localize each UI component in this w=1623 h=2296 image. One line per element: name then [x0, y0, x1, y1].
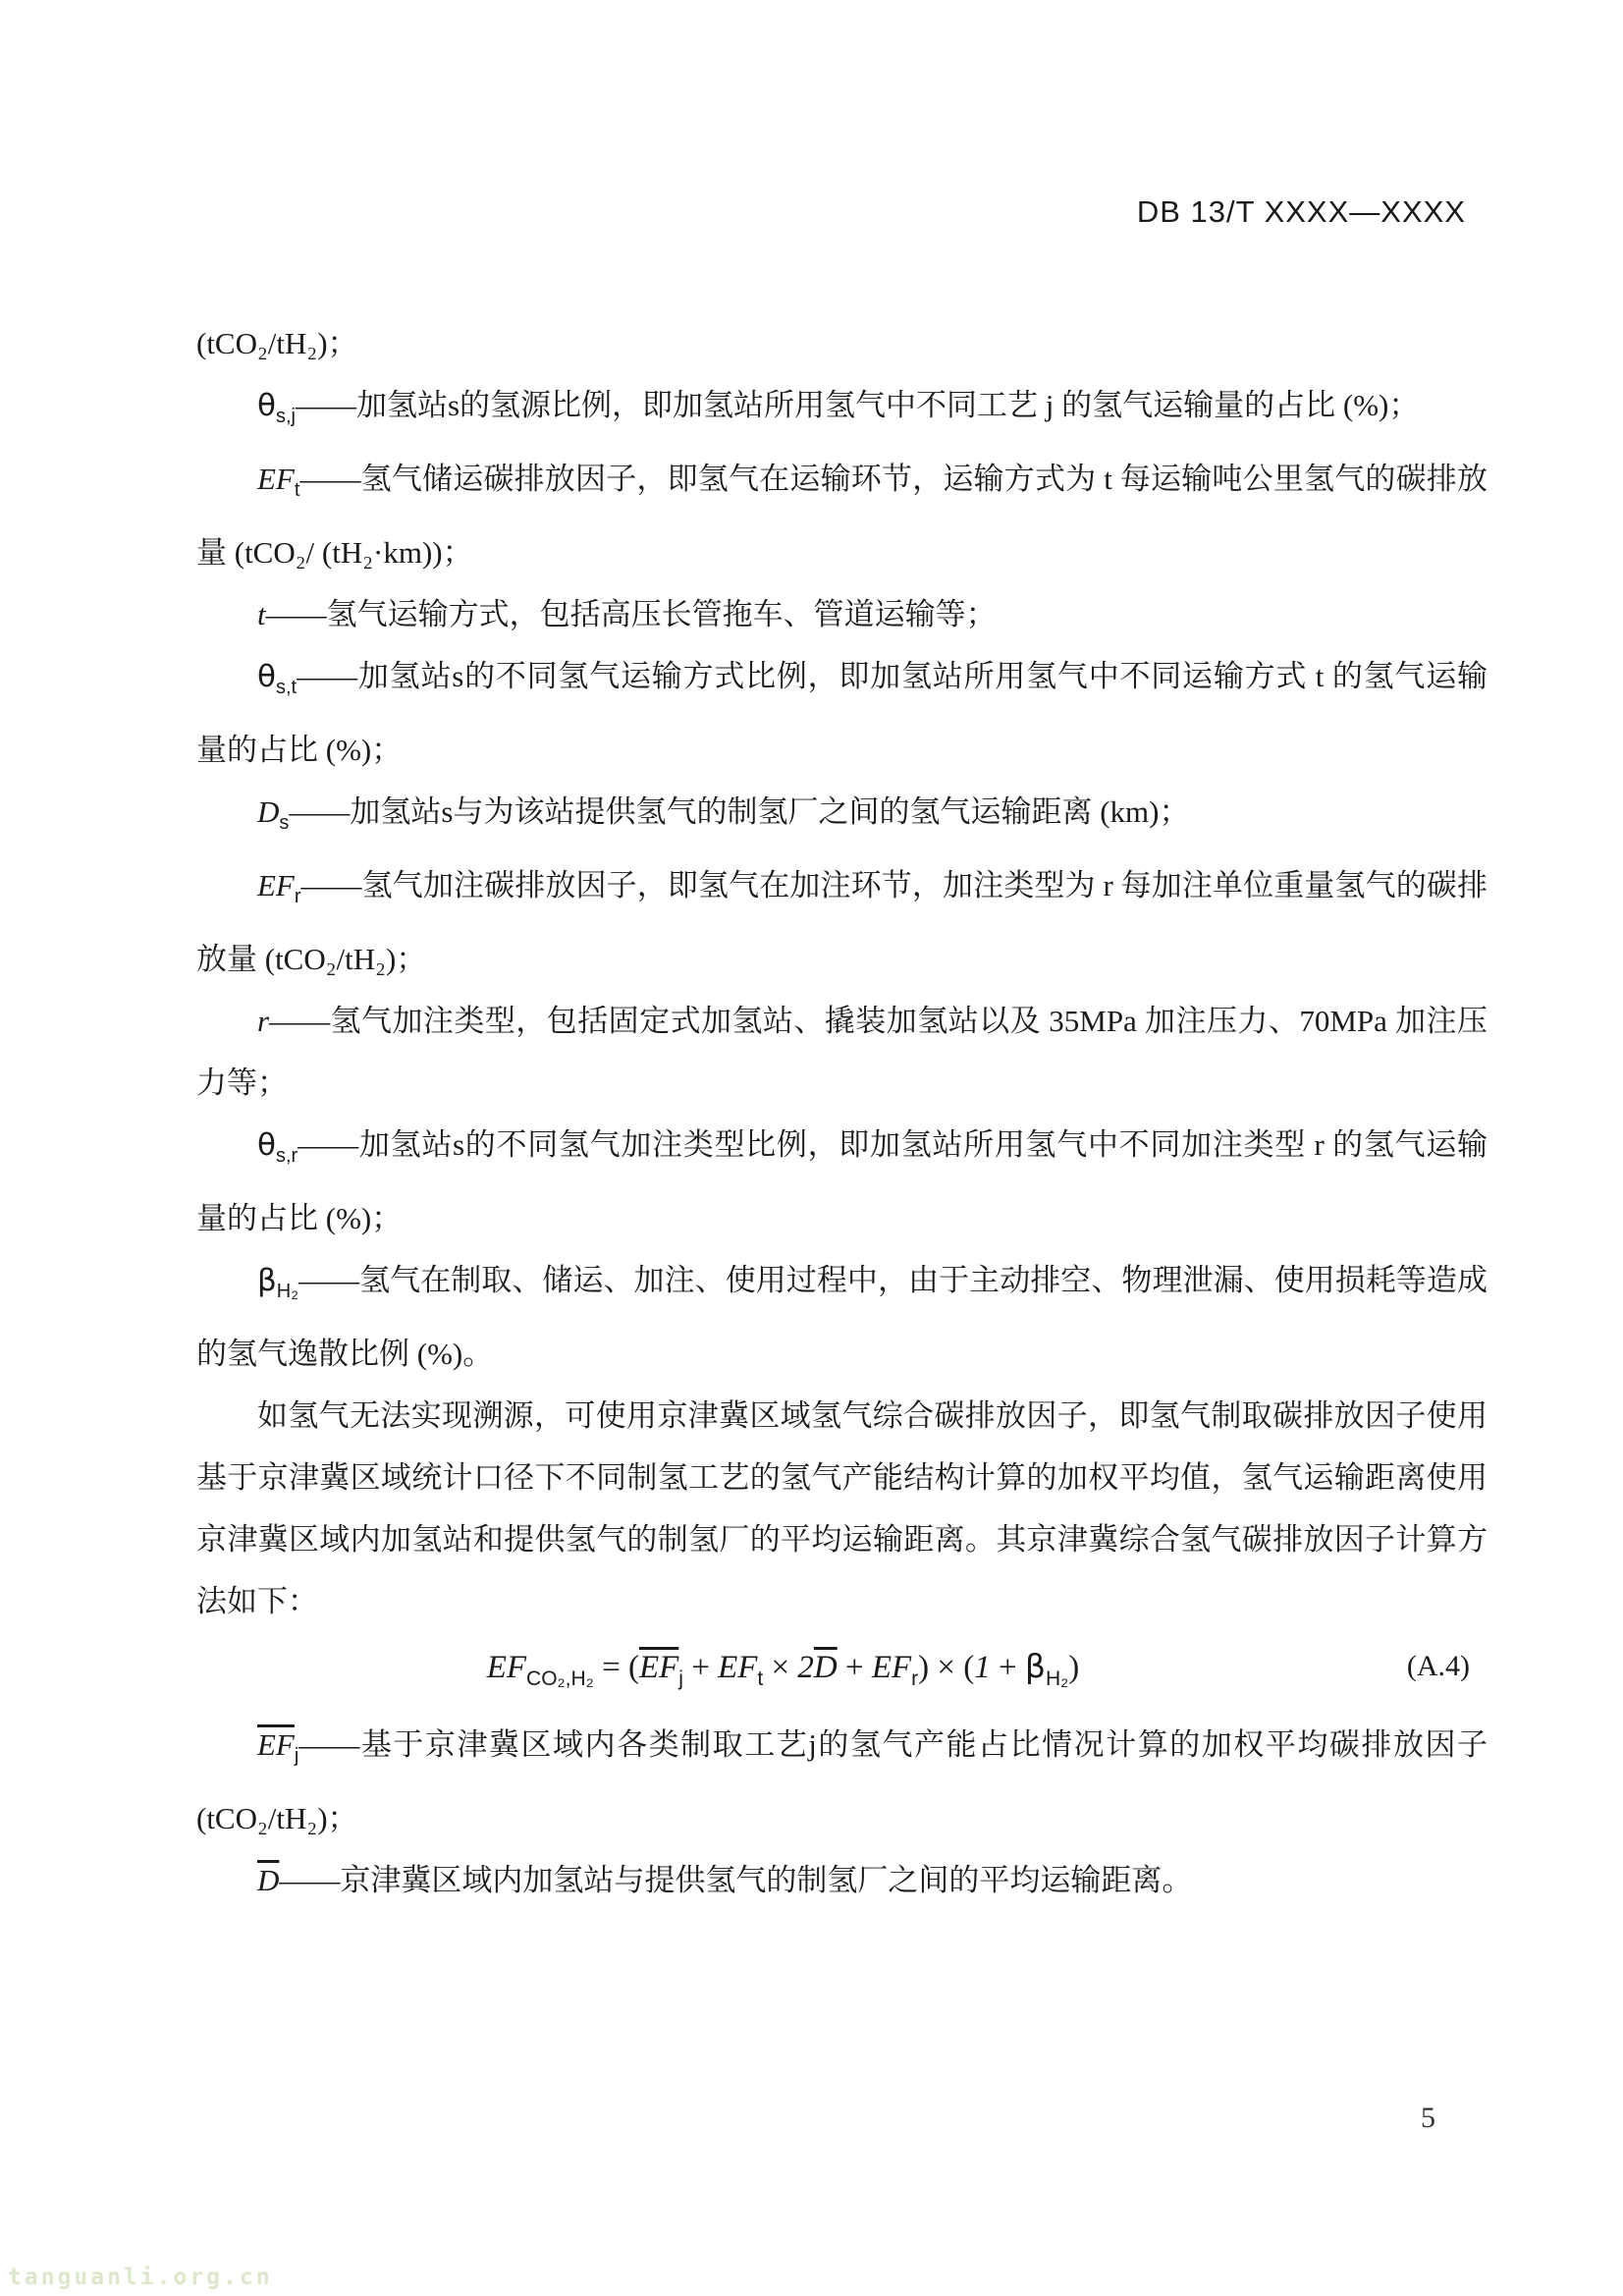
- definition-paragraph: [196, 645, 1488, 781]
- formula-segment: β: [1024, 1647, 1046, 1685]
- definition-paragraph: [196, 448, 1488, 583]
- paragraph-text: 如氢气无法实现溯源，可使用京津冀区域氢气综合碳排放因子，即氢气制取碳排放因子使用基于京津冀区域统计口径下不同制氢工艺的氢气产能结构计算的加权平均值，氢气运输距离使用京津冀区域内加氢站和提供氢气的制氢厂的平均运输距离。其京津冀综合氢气碳排放因子计算方法如下：: [196, 1398, 1488, 1618]
- term-symbol-subscript: s: [279, 812, 290, 834]
- term-symbol-subscript: s,r: [275, 1145, 298, 1167]
- page-number: 5: [1421, 2102, 1435, 2134]
- term-symbol-subscript: j: [294, 1745, 299, 1767]
- definition-paragraph: [196, 1849, 1488, 1911]
- definition-paragraph: [196, 1714, 1488, 1849]
- paragraph-text: (tCO₂/tH₂)；: [196, 326, 358, 360]
- formula-segment: H₂: [1045, 1667, 1069, 1690]
- formula-segment: = (: [593, 1650, 639, 1685]
- term-symbol: β: [257, 1263, 277, 1298]
- term-symbol: θ: [257, 388, 276, 423]
- term-symbol-subscript: t: [294, 479, 300, 501]
- formula-segment: r: [911, 1667, 919, 1690]
- watermark-text: tanguanli.org.cn: [8, 2265, 273, 2290]
- formula-segment: ): [1068, 1650, 1080, 1685]
- equation-number: (A.4): [1406, 1650, 1470, 1682]
- term-symbol: θ: [257, 1127, 276, 1163]
- paragraph-text: ——加氢站s与为该站提供氢气的制氢厂之间的氢气运输距离 (km)；: [289, 794, 1190, 829]
- definition-paragraph: [196, 583, 1488, 645]
- formula: [487, 1632, 1080, 1714]
- paragraph-text: ——氢气储运碳排放因子，即氢气在运输环节，运输方式为 t 每运输吨公里氢气的碳排放量 (tCO₂/ (tH₂·km))；: [196, 462, 1488, 570]
- definition-paragraph: [196, 1114, 1488, 1249]
- formula-segment: j: [678, 1667, 683, 1690]
- formula-segment: CO₂,H₂: [526, 1667, 594, 1690]
- formula-segment: EF: [871, 1650, 912, 1685]
- formula-segment: 2: [797, 1650, 814, 1685]
- continuation-paragraph: [196, 312, 1488, 374]
- paragraph-text: ——加氢站s的不同氢气运输方式比例，即加氢站所用氢气中不同运输方式 t 的氢气运输量的占比 (%)；: [196, 659, 1488, 767]
- document-body: [196, 312, 1488, 1911]
- paragraph-text: ——京津冀区域内加氢站与提供氢气的制氢厂之间的平均运输距离。: [279, 1863, 1193, 1897]
- formula-segment: +: [837, 1650, 872, 1685]
- term-symbol: θ: [257, 659, 276, 694]
- term-symbol: $\overline{EF}$: [257, 1727, 295, 1762]
- paragraph-text: ——氢气加注碳排放因子，即氢气在加注环节，加注类型为 r 每加注单位重量氢气的碳排放量 (tCO₂/tH₂)；: [196, 868, 1488, 976]
- formula-row: [196, 1632, 1488, 1714]
- definition-paragraph: [196, 781, 1488, 854]
- paragraph-text: ——加氢站s的不同氢气加注类型比例，即加氢站所用氢气中不同加注类型 r 的氢气运输量的占比 (%)；: [196, 1127, 1488, 1235]
- term-symbol: r: [257, 1004, 270, 1038]
- term-symbol: EF: [257, 868, 295, 902]
- formula-segment: EF: [486, 1650, 527, 1685]
- formula-segment: $\overline{D}$: [813, 1650, 838, 1685]
- term-symbol-subscript: s,j: [275, 406, 296, 427]
- formula-segment: EF: [718, 1650, 758, 1685]
- standard-code-header: DB 13/T XXXX—XXXX: [1136, 194, 1466, 229]
- term-symbol-subscript: H₂: [276, 1281, 299, 1302]
- formula-segment: ) × (: [918, 1650, 975, 1685]
- definition-paragraph: [196, 1249, 1488, 1385]
- term-symbol-subscript: s,t: [275, 677, 298, 698]
- term-symbol: $\overline{D}$: [257, 1863, 280, 1897]
- paragraph-text: ——氢气运输方式，包括高压长管拖车、管道运输等；: [265, 597, 997, 631]
- formula-segment: $\overline{EF}$: [638, 1650, 679, 1685]
- term-symbol-subscript: r: [294, 886, 301, 907]
- body-paragraph: [196, 1385, 1488, 1632]
- paragraph-text: ——加氢站s的氢源比例，即加氢站所用氢气中不同工艺 j 的氢气运输量的占比 (%)；: [295, 388, 1420, 422]
- paragraph-text: ——氢气在制取、储运、加注、使用过程中，由于主动排空、物理泄漏、使用损耗等造成的氢气逸散比例 (%)。: [196, 1263, 1488, 1371]
- definition-paragraph: [196, 374, 1488, 448]
- formula-segment: +: [682, 1650, 719, 1685]
- formula-segment: +: [990, 1650, 1025, 1685]
- formula-segment: ×: [763, 1650, 798, 1685]
- paragraph-text: ——基于京津冀区域内各类制取工艺j的氢气产能占比情况计算的加权平均碳排放因子 (tCO₂/tH₂)；: [196, 1727, 1488, 1835]
- term-symbol: t: [257, 597, 266, 631]
- term-symbol: EF: [257, 462, 295, 496]
- paragraph-text: ——氢气加注类型，包括固定式加氢站、撬装加氢站以及 35MPa 加注压力、70MPa 加注压力等；: [196, 1004, 1488, 1100]
- formula-segment: 1: [974, 1650, 991, 1685]
- definition-paragraph: [196, 990, 1488, 1114]
- formula-segment: t: [757, 1667, 764, 1690]
- definition-paragraph: [196, 854, 1488, 990]
- term-symbol: D: [257, 794, 280, 829]
